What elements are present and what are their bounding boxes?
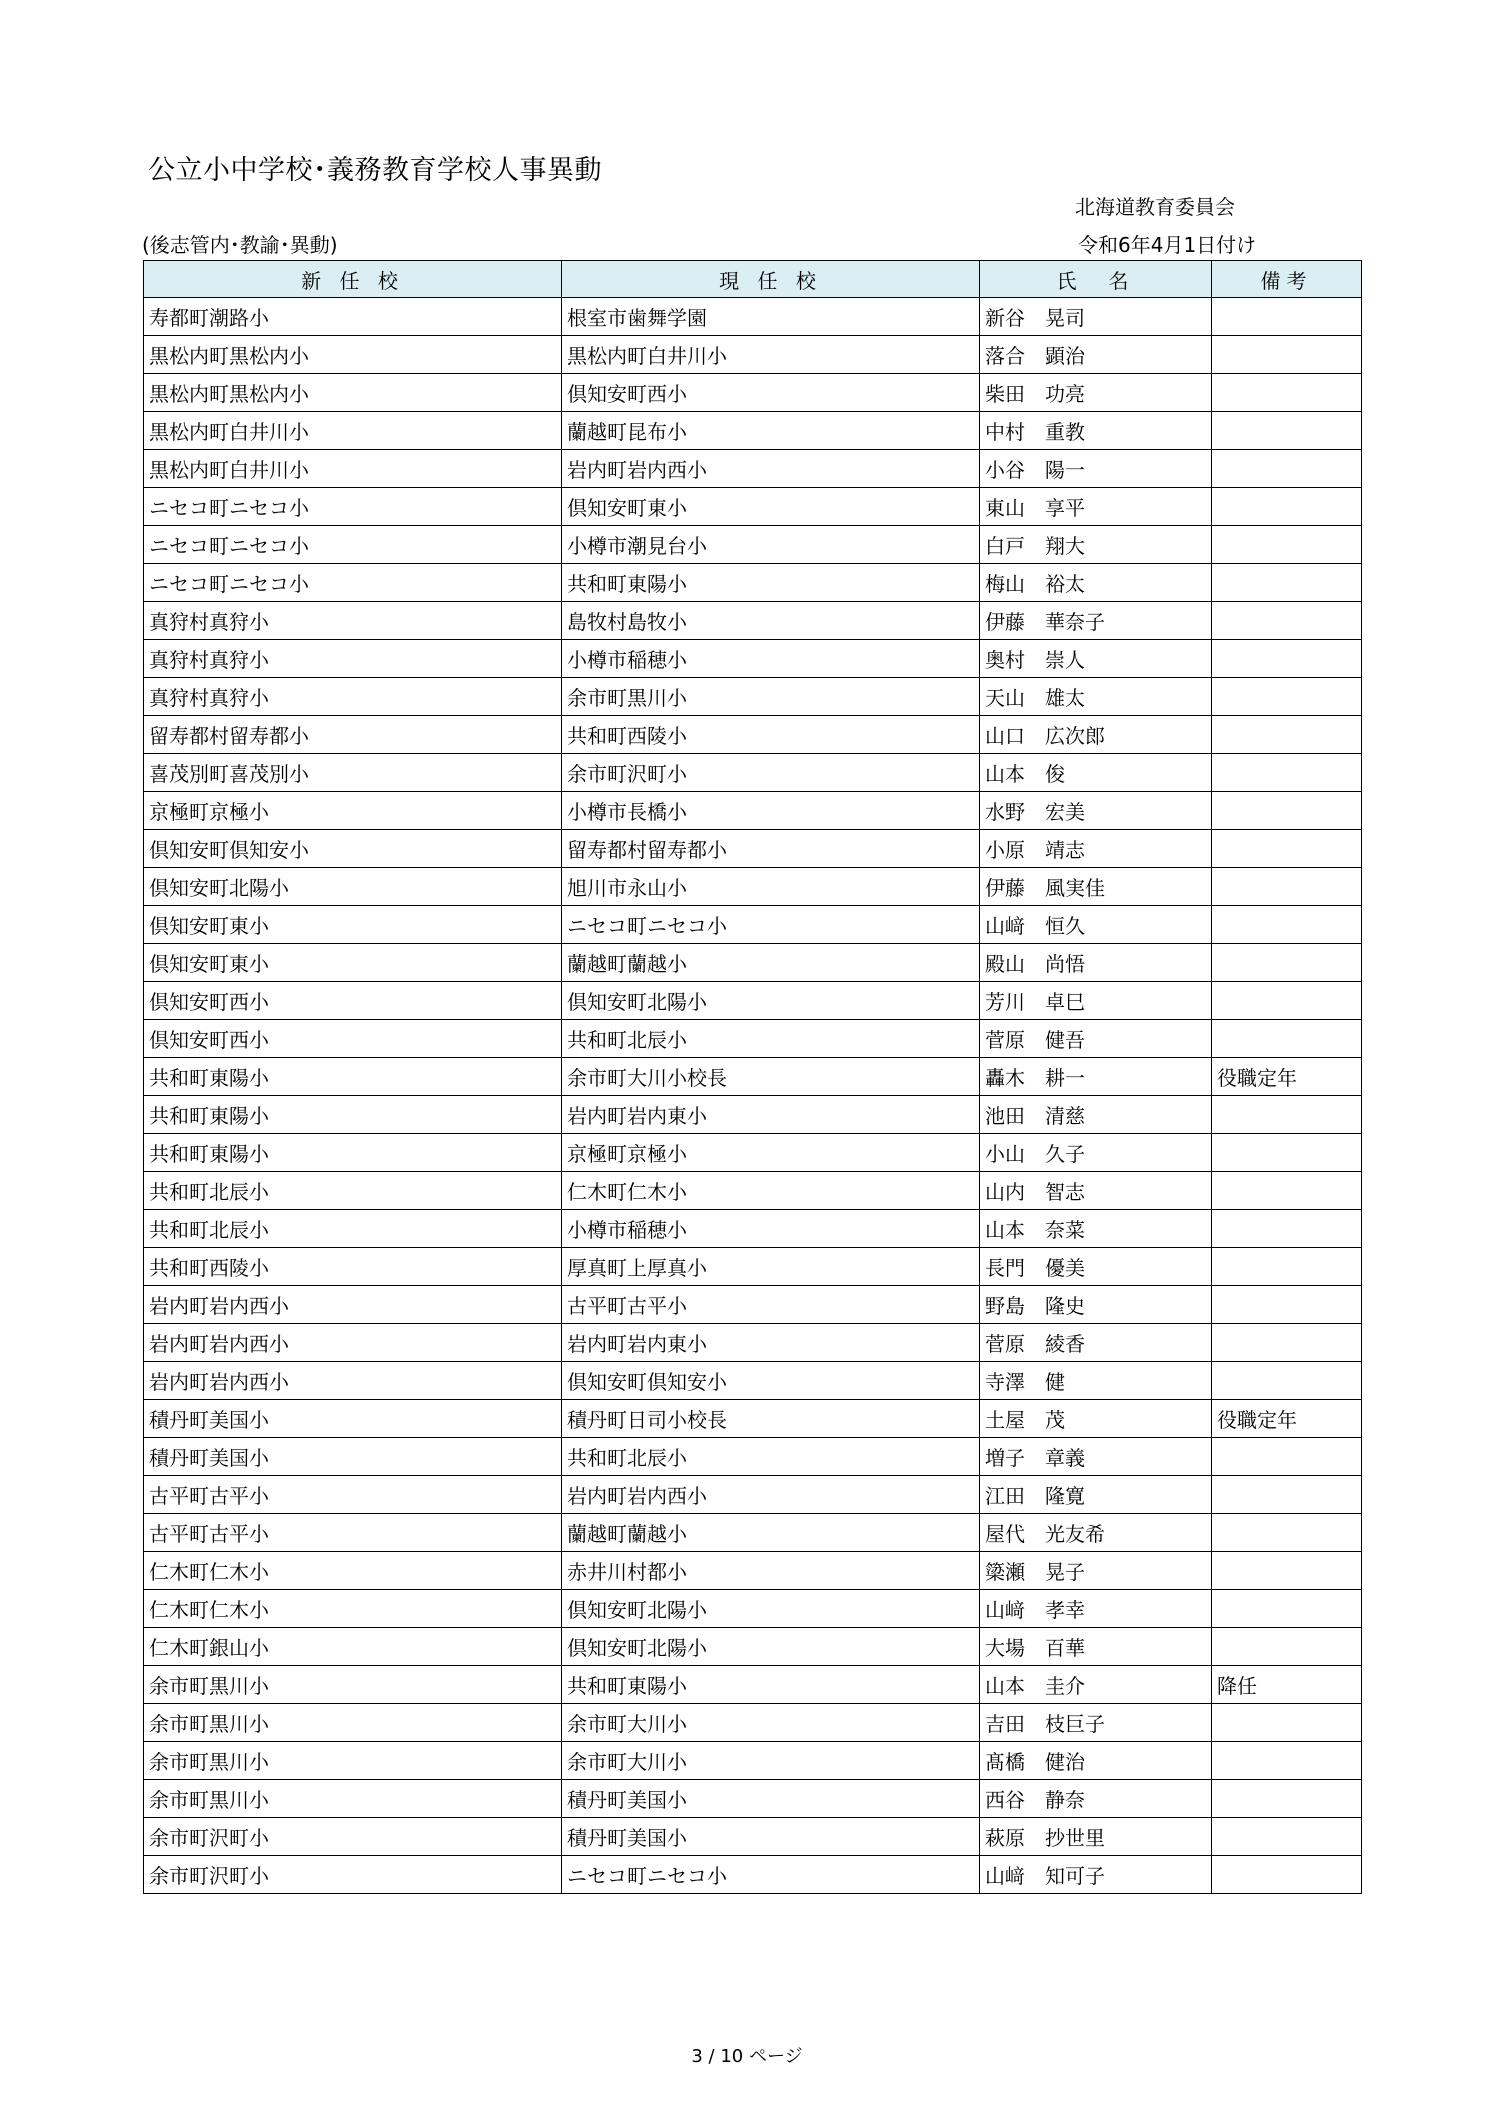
- new-school-cell: 黒松内町白井川小: [144, 412, 562, 450]
- current-school-cell: 小樽市稲穂小: [562, 640, 980, 678]
- note-cell: [1212, 450, 1362, 488]
- current-school-cell: 倶知安町西小: [562, 374, 980, 412]
- current-school-cell: 旭川市永山小: [562, 868, 980, 906]
- note-cell: [1212, 678, 1362, 716]
- table-row: [144, 488, 1362, 526]
- new-school-cell: 倶知安町西小: [144, 982, 562, 1020]
- note-cell: [1212, 792, 1362, 830]
- current-school-cell: 積丹町美国小: [562, 1780, 980, 1818]
- table-row: [144, 868, 1362, 906]
- note-cell: [1212, 1324, 1362, 1362]
- table-row: [144, 1704, 1362, 1742]
- name-cell: 柴田 功亮: [980, 374, 1212, 412]
- new-school-cell: 岩内町岩内西小: [144, 1324, 562, 1362]
- new-school-cell: 仁木町仁木小: [144, 1590, 562, 1628]
- table-row: [144, 412, 1362, 450]
- current-school-cell: 共和町西陵小: [562, 716, 980, 754]
- effective-date: 令和6年4月1日付け: [1078, 233, 1257, 257]
- name-cell: 山本 圭介: [980, 1666, 1212, 1704]
- table-row: [144, 298, 1362, 336]
- table-row: [144, 1096, 1362, 1134]
- note-cell: [1212, 602, 1362, 640]
- table-row: [144, 1628, 1362, 1666]
- note-cell: [1212, 336, 1362, 374]
- header-note: 備考: [1212, 261, 1362, 298]
- new-school-cell: 仁木町銀山小: [144, 1628, 562, 1666]
- new-school-cell: 黒松内町黒松内小: [144, 374, 562, 412]
- current-school-cell: 根室市歯舞学園: [562, 298, 980, 336]
- new-school-cell: 真狩村真狩小: [144, 602, 562, 640]
- table-row: [144, 1514, 1362, 1552]
- new-school-cell: 仁木町仁木小: [144, 1552, 562, 1590]
- table-row: [144, 526, 1362, 564]
- current-school-cell: 仁木町仁木小: [562, 1172, 980, 1210]
- new-school-cell: 共和町北辰小: [144, 1210, 562, 1248]
- current-school-cell: 積丹町日司小校長: [562, 1400, 980, 1438]
- header-current-school: 現 任 校: [562, 261, 980, 298]
- note-cell: [1212, 488, 1362, 526]
- current-school-cell: ニセコ町ニセコ小: [562, 906, 980, 944]
- new-school-cell: 余市町黒川小: [144, 1780, 562, 1818]
- name-cell: 池田 清慈: [980, 1096, 1212, 1134]
- table-header-row: [144, 261, 1362, 298]
- note-cell: [1212, 1248, 1362, 1286]
- new-school-cell: 共和町西陵小: [144, 1248, 562, 1286]
- note-cell: [1212, 1172, 1362, 1210]
- name-cell: 白戸 翔大: [980, 526, 1212, 564]
- new-school-cell: 黒松内町黒松内小: [144, 336, 562, 374]
- table-row: [144, 1742, 1362, 1780]
- note-cell: [1212, 526, 1362, 564]
- current-school-cell: 赤井川村都小: [562, 1552, 980, 1590]
- current-school-cell: 蘭越町蘭越小: [562, 1514, 980, 1552]
- new-school-cell: 倶知安町北陽小: [144, 868, 562, 906]
- name-cell: 山内 智志: [980, 1172, 1212, 1210]
- name-cell: 中村 重教: [980, 412, 1212, 450]
- name-cell: 落合 顕治: [980, 336, 1212, 374]
- table-row: [144, 1248, 1362, 1286]
- note-cell: [1212, 564, 1362, 602]
- name-cell: 簗瀬 晃子: [980, 1552, 1212, 1590]
- note-cell: [1212, 1286, 1362, 1324]
- name-cell: 菅原 綾香: [980, 1324, 1212, 1362]
- new-school-cell: 余市町沢町小: [144, 1818, 562, 1856]
- name-cell: 山﨑 孝幸: [980, 1590, 1212, 1628]
- name-cell: 萩原 抄世里: [980, 1818, 1212, 1856]
- new-school-cell: 黒松内町白井川小: [144, 450, 562, 488]
- new-school-cell: 真狩村真狩小: [144, 640, 562, 678]
- new-school-cell: 共和町北辰小: [144, 1172, 562, 1210]
- note-cell: [1212, 716, 1362, 754]
- current-school-cell: 小樽市潮見台小: [562, 526, 980, 564]
- current-school-cell: 余市町大川小校長: [562, 1058, 980, 1096]
- current-school-cell: 余市町沢町小: [562, 754, 980, 792]
- current-school-cell: 倶知安町倶知安小: [562, 1362, 980, 1400]
- current-school-cell: 倶知安町北陽小: [562, 1590, 980, 1628]
- current-school-cell: 余市町大川小: [562, 1704, 980, 1742]
- table-row: [144, 450, 1362, 488]
- new-school-cell: 寿都町潮路小: [144, 298, 562, 336]
- current-school-cell: 共和町北辰小: [562, 1020, 980, 1058]
- current-school-cell: 小樽市稲穂小: [562, 1210, 980, 1248]
- current-school-cell: 古平町古平小: [562, 1286, 980, 1324]
- name-cell: 大場 百華: [980, 1628, 1212, 1666]
- note-cell: [1212, 412, 1362, 450]
- new-school-cell: 余市町黒川小: [144, 1704, 562, 1742]
- table-row: [144, 1324, 1362, 1362]
- name-cell: 髙橋 健治: [980, 1742, 1212, 1780]
- note-cell: [1212, 1210, 1362, 1248]
- name-cell: 土屋 茂: [980, 1400, 1212, 1438]
- name-cell: 轟木 耕一: [980, 1058, 1212, 1096]
- name-cell: 山本 俊: [980, 754, 1212, 792]
- new-school-cell: 真狩村真狩小: [144, 678, 562, 716]
- note-cell: [1212, 1552, 1362, 1590]
- name-cell: 西谷 静奈: [980, 1780, 1212, 1818]
- current-school-cell: 小樽市長橋小: [562, 792, 980, 830]
- current-school-cell: 積丹町美国小: [562, 1818, 980, 1856]
- page-title: 公立小中学校･義務教育学校人事異動: [148, 155, 602, 186]
- page-number: 3 / 10 ページ: [691, 2046, 803, 2067]
- note-cell: [1212, 1020, 1362, 1058]
- table-row: [144, 944, 1362, 982]
- current-school-cell: 京極町京極小: [562, 1134, 980, 1172]
- new-school-cell: 岩内町岩内西小: [144, 1362, 562, 1400]
- name-cell: 屋代 光友希: [980, 1514, 1212, 1552]
- new-school-cell: 倶知安町東小: [144, 944, 562, 982]
- table-row: [144, 1780, 1362, 1818]
- note-cell: [1212, 1780, 1362, 1818]
- issuer-label: 北海道教育委員会: [1075, 195, 1235, 219]
- table-row: [144, 830, 1362, 868]
- current-school-cell: 岩内町岩内東小: [562, 1324, 980, 1362]
- name-cell: 山﨑 恒久: [980, 906, 1212, 944]
- note-cell: [1212, 1856, 1362, 1894]
- new-school-cell: 共和町東陽小: [144, 1096, 562, 1134]
- personnel-table: [143, 260, 1362, 1894]
- table-row: [144, 564, 1362, 602]
- name-cell: 伊藤 華奈子: [980, 602, 1212, 640]
- new-school-cell: 余市町黒川小: [144, 1742, 562, 1780]
- table-row: [144, 1172, 1362, 1210]
- new-school-cell: 余市町黒川小: [144, 1666, 562, 1704]
- current-school-cell: 黒松内町白井川小: [562, 336, 980, 374]
- note-cell: 役職定年: [1212, 1058, 1362, 1096]
- name-cell: 伊藤 風実佳: [980, 868, 1212, 906]
- header-name: 氏 名: [980, 261, 1212, 298]
- note-cell: [1212, 374, 1362, 412]
- new-school-cell: 古平町古平小: [144, 1476, 562, 1514]
- table-row: [144, 1400, 1362, 1438]
- note-cell: [1212, 1514, 1362, 1552]
- table-row: [144, 982, 1362, 1020]
- note-cell: [1212, 1628, 1362, 1666]
- table-row: [144, 716, 1362, 754]
- current-school-cell: 厚真町上厚真小: [562, 1248, 980, 1286]
- current-school-cell: 共和町東陽小: [562, 1666, 980, 1704]
- table-row: [144, 1818, 1362, 1856]
- name-cell: 梅山 裕太: [980, 564, 1212, 602]
- current-school-cell: ニセコ町ニセコ小: [562, 1856, 980, 1894]
- table-row: [144, 602, 1362, 640]
- new-school-cell: 積丹町美国小: [144, 1400, 562, 1438]
- name-cell: 小原 靖志: [980, 830, 1212, 868]
- new-school-cell: 留寿都村留寿都小: [144, 716, 562, 754]
- new-school-cell: 倶知安町西小: [144, 1020, 562, 1058]
- current-school-cell: 岩内町岩内西小: [562, 1476, 980, 1514]
- table-row: [144, 1020, 1362, 1058]
- new-school-cell: 倶知安町東小: [144, 906, 562, 944]
- current-school-cell: 蘭越町蘭越小: [562, 944, 980, 982]
- name-cell: 吉田 枝巨子: [980, 1704, 1212, 1742]
- current-school-cell: 岩内町岩内西小: [562, 450, 980, 488]
- name-cell: 野島 隆史: [980, 1286, 1212, 1324]
- new-school-cell: 余市町沢町小: [144, 1856, 562, 1894]
- note-cell: [1212, 830, 1362, 868]
- name-cell: 奥村 崇人: [980, 640, 1212, 678]
- name-cell: 増子 章義: [980, 1438, 1212, 1476]
- table-row: [144, 754, 1362, 792]
- table-row: [144, 1476, 1362, 1514]
- table-row: [144, 792, 1362, 830]
- name-cell: 山本 奈菜: [980, 1210, 1212, 1248]
- name-cell: 小谷 陽一: [980, 450, 1212, 488]
- name-cell: 菅原 健吾: [980, 1020, 1212, 1058]
- note-cell: [1212, 1096, 1362, 1134]
- name-cell: 山﨑 知可子: [980, 1856, 1212, 1894]
- note-cell: [1212, 1476, 1362, 1514]
- note-cell: [1212, 298, 1362, 336]
- name-cell: 水野 宏美: [980, 792, 1212, 830]
- table-row: [144, 1438, 1362, 1476]
- table-row: [144, 1856, 1362, 1894]
- table-row: [144, 1286, 1362, 1324]
- new-school-cell: 共和町東陽小: [144, 1058, 562, 1096]
- current-school-cell: 倶知安町東小: [562, 488, 980, 526]
- table-row: [144, 1210, 1362, 1248]
- table-row: [144, 1058, 1362, 1096]
- table-row: [144, 678, 1362, 716]
- note-cell: [1212, 1742, 1362, 1780]
- name-cell: 天山 雄太: [980, 678, 1212, 716]
- current-school-cell: 島牧村島牧小: [562, 602, 980, 640]
- new-school-cell: 岩内町岩内西小: [144, 1286, 562, 1324]
- new-school-cell: 京極町京極小: [144, 792, 562, 830]
- new-school-cell: ニセコ町ニセコ小: [144, 526, 562, 564]
- name-cell: 新谷 晃司: [980, 298, 1212, 336]
- current-school-cell: 余市町大川小: [562, 1742, 980, 1780]
- note-cell: [1212, 906, 1362, 944]
- name-cell: 小山 久子: [980, 1134, 1212, 1172]
- new-school-cell: ニセコ町ニセコ小: [144, 488, 562, 526]
- current-school-cell: 岩内町岩内東小: [562, 1096, 980, 1134]
- note-cell: [1212, 1134, 1362, 1172]
- note-cell: 降任: [1212, 1666, 1362, 1704]
- name-cell: 芳川 卓巳: [980, 982, 1212, 1020]
- table-row: [144, 906, 1362, 944]
- current-school-cell: 留寿都村留寿都小: [562, 830, 980, 868]
- table-row: [144, 1590, 1362, 1628]
- table-row: [144, 1666, 1362, 1704]
- note-cell: [1212, 1704, 1362, 1742]
- note-cell: [1212, 754, 1362, 792]
- current-school-cell: 余市町黒川小: [562, 678, 980, 716]
- name-cell: 長門 優美: [980, 1248, 1212, 1286]
- name-cell: 寺澤 健: [980, 1362, 1212, 1400]
- name-cell: 東山 享平: [980, 488, 1212, 526]
- name-cell: 山口 広次郎: [980, 716, 1212, 754]
- new-school-cell: 古平町古平小: [144, 1514, 562, 1552]
- name-cell: 殿山 尚悟: [980, 944, 1212, 982]
- current-school-cell: 倶知安町北陽小: [562, 982, 980, 1020]
- note-cell: [1212, 640, 1362, 678]
- new-school-cell: ニセコ町ニセコ小: [144, 564, 562, 602]
- note-cell: [1212, 868, 1362, 906]
- table-row: [144, 336, 1362, 374]
- note-cell: [1212, 1438, 1362, 1476]
- category-label: (後志管内･教諭･異動): [142, 233, 338, 257]
- new-school-cell: 共和町東陽小: [144, 1134, 562, 1172]
- new-school-cell: 積丹町美国小: [144, 1438, 562, 1476]
- header-new-school: 新 任 校: [144, 261, 562, 298]
- note-cell: [1212, 1362, 1362, 1400]
- new-school-cell: 喜茂別町喜茂別小: [144, 754, 562, 792]
- new-school-cell: 倶知安町倶知安小: [144, 830, 562, 868]
- table-row: [144, 1552, 1362, 1590]
- name-cell: 江田 隆寛: [980, 1476, 1212, 1514]
- table-row: [144, 1362, 1362, 1400]
- current-school-cell: 蘭越町昆布小: [562, 412, 980, 450]
- current-school-cell: 倶知安町北陽小: [562, 1628, 980, 1666]
- note-cell: [1212, 944, 1362, 982]
- note-cell: [1212, 982, 1362, 1020]
- table-row: [144, 1134, 1362, 1172]
- current-school-cell: 共和町北辰小: [562, 1438, 980, 1476]
- note-cell: [1212, 1590, 1362, 1628]
- table-row: [144, 640, 1362, 678]
- note-cell: [1212, 1818, 1362, 1856]
- note-cell: 役職定年: [1212, 1400, 1362, 1438]
- current-school-cell: 共和町東陽小: [562, 564, 980, 602]
- table-row: [144, 374, 1362, 412]
